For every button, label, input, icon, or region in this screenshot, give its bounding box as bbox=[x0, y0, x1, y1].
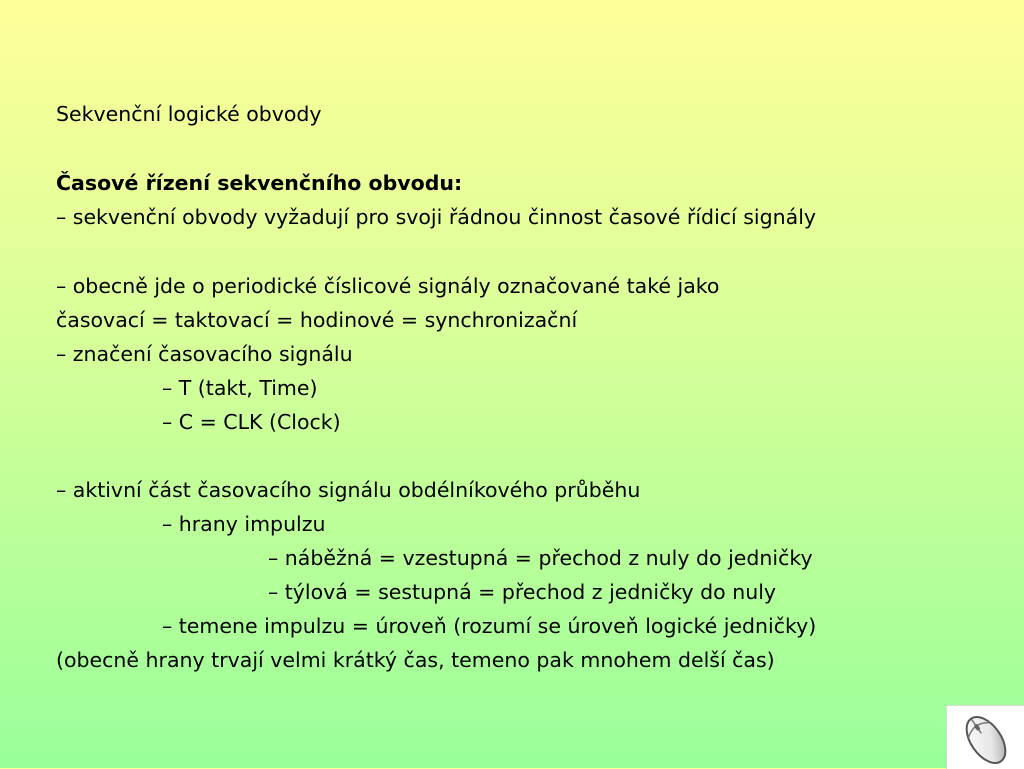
mouse-icon-box[interactable] bbox=[946, 705, 1024, 769]
section-heading: Časové řízení sekvenčního obvodu: bbox=[56, 171, 463, 195]
computer-mouse-icon bbox=[951, 710, 1021, 766]
text-line: – týlová = sestupná = přechod z jedničky do nuly bbox=[268, 580, 777, 604]
text-line: – aktivní část časovacího signálu obdélníkového průběhu bbox=[56, 478, 641, 502]
text-line: – C = CLK (Clock) bbox=[162, 410, 341, 434]
slide-title: Sekvenční logické obvody bbox=[56, 102, 322, 126]
text-line: – obecně jde o periodické číslicové signály označované také jako bbox=[56, 274, 720, 298]
text-line: – náběžná = vzestupná = přechod z nuly do jedničky bbox=[268, 546, 813, 570]
text-line: – hrany impulzu bbox=[162, 512, 326, 536]
text-line: – temene impulzu = úroveň (rozumí se úroveň logické jedničky) bbox=[162, 614, 817, 638]
text-line: časovací = taktovací = hodinové = synchronizační bbox=[56, 308, 578, 332]
text-line: – sekvenční obvody vyžadují pro svoji řádnou činnost časové řídicí signály bbox=[56, 205, 817, 229]
text-line: (obecně hrany trvají velmi krátký čas, temeno pak mnohem delší čas) bbox=[56, 648, 775, 672]
text-line: – T (takt, Time) bbox=[162, 376, 318, 400]
text-line: – značení časovacího signálu bbox=[56, 342, 353, 366]
